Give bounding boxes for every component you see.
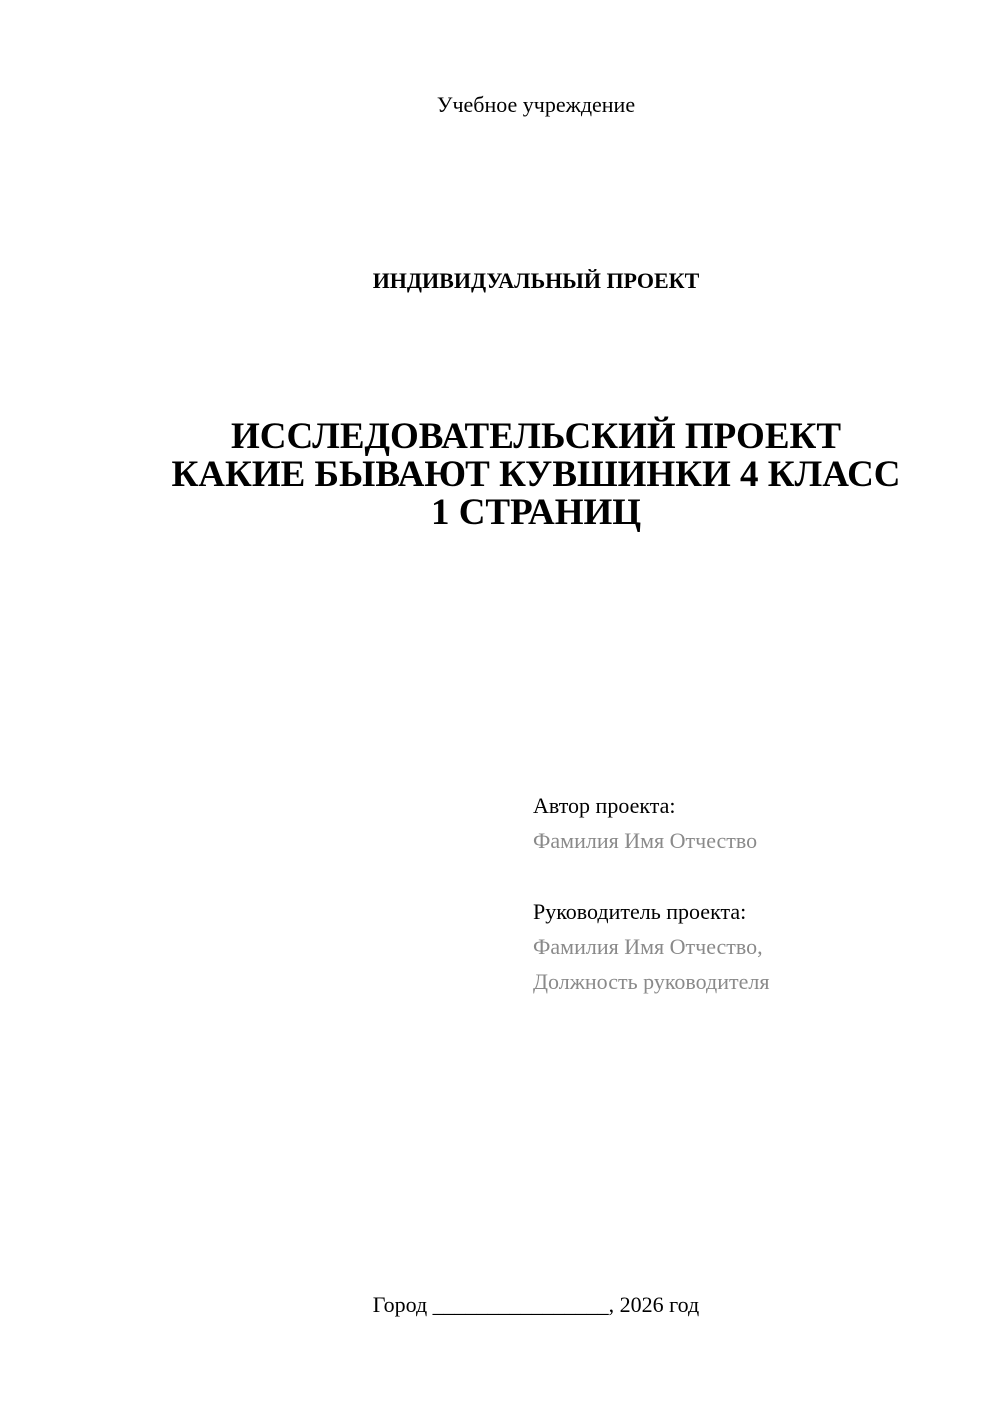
city-year-line: Город ________________, 2026 год: [372, 1292, 700, 1317]
project-title-line: КАКИЕ БЫВАЮТ КУВШИНКИ 4 КЛАСС: [171, 454, 901, 495]
supervisor-name: Фамилия Имя Отчество,: [533, 934, 763, 959]
author-label: Автор проекта:: [533, 793, 676, 818]
supervisor-position: Должность руководителя: [533, 969, 770, 994]
author-name: Фамилия Имя Отчество: [533, 828, 758, 853]
document-type: ИНДИВИДУАЛЬНЫЙ ПРОЕКТ: [372, 268, 700, 293]
project-info-block: [533, 788, 769, 999]
institution-name: Учебное учреждение: [436, 92, 636, 117]
supervisor-label: Руководитель проекта:: [533, 899, 747, 924]
project-title-line: ИССЛЕДОВАТЕЛЬСКИЙ ПРОЕКТ: [230, 416, 842, 457]
spacer: [533, 858, 769, 894]
project-title-line: 1 СТРАНИЦ: [430, 492, 642, 533]
project-title: [0, 418, 1000, 532]
